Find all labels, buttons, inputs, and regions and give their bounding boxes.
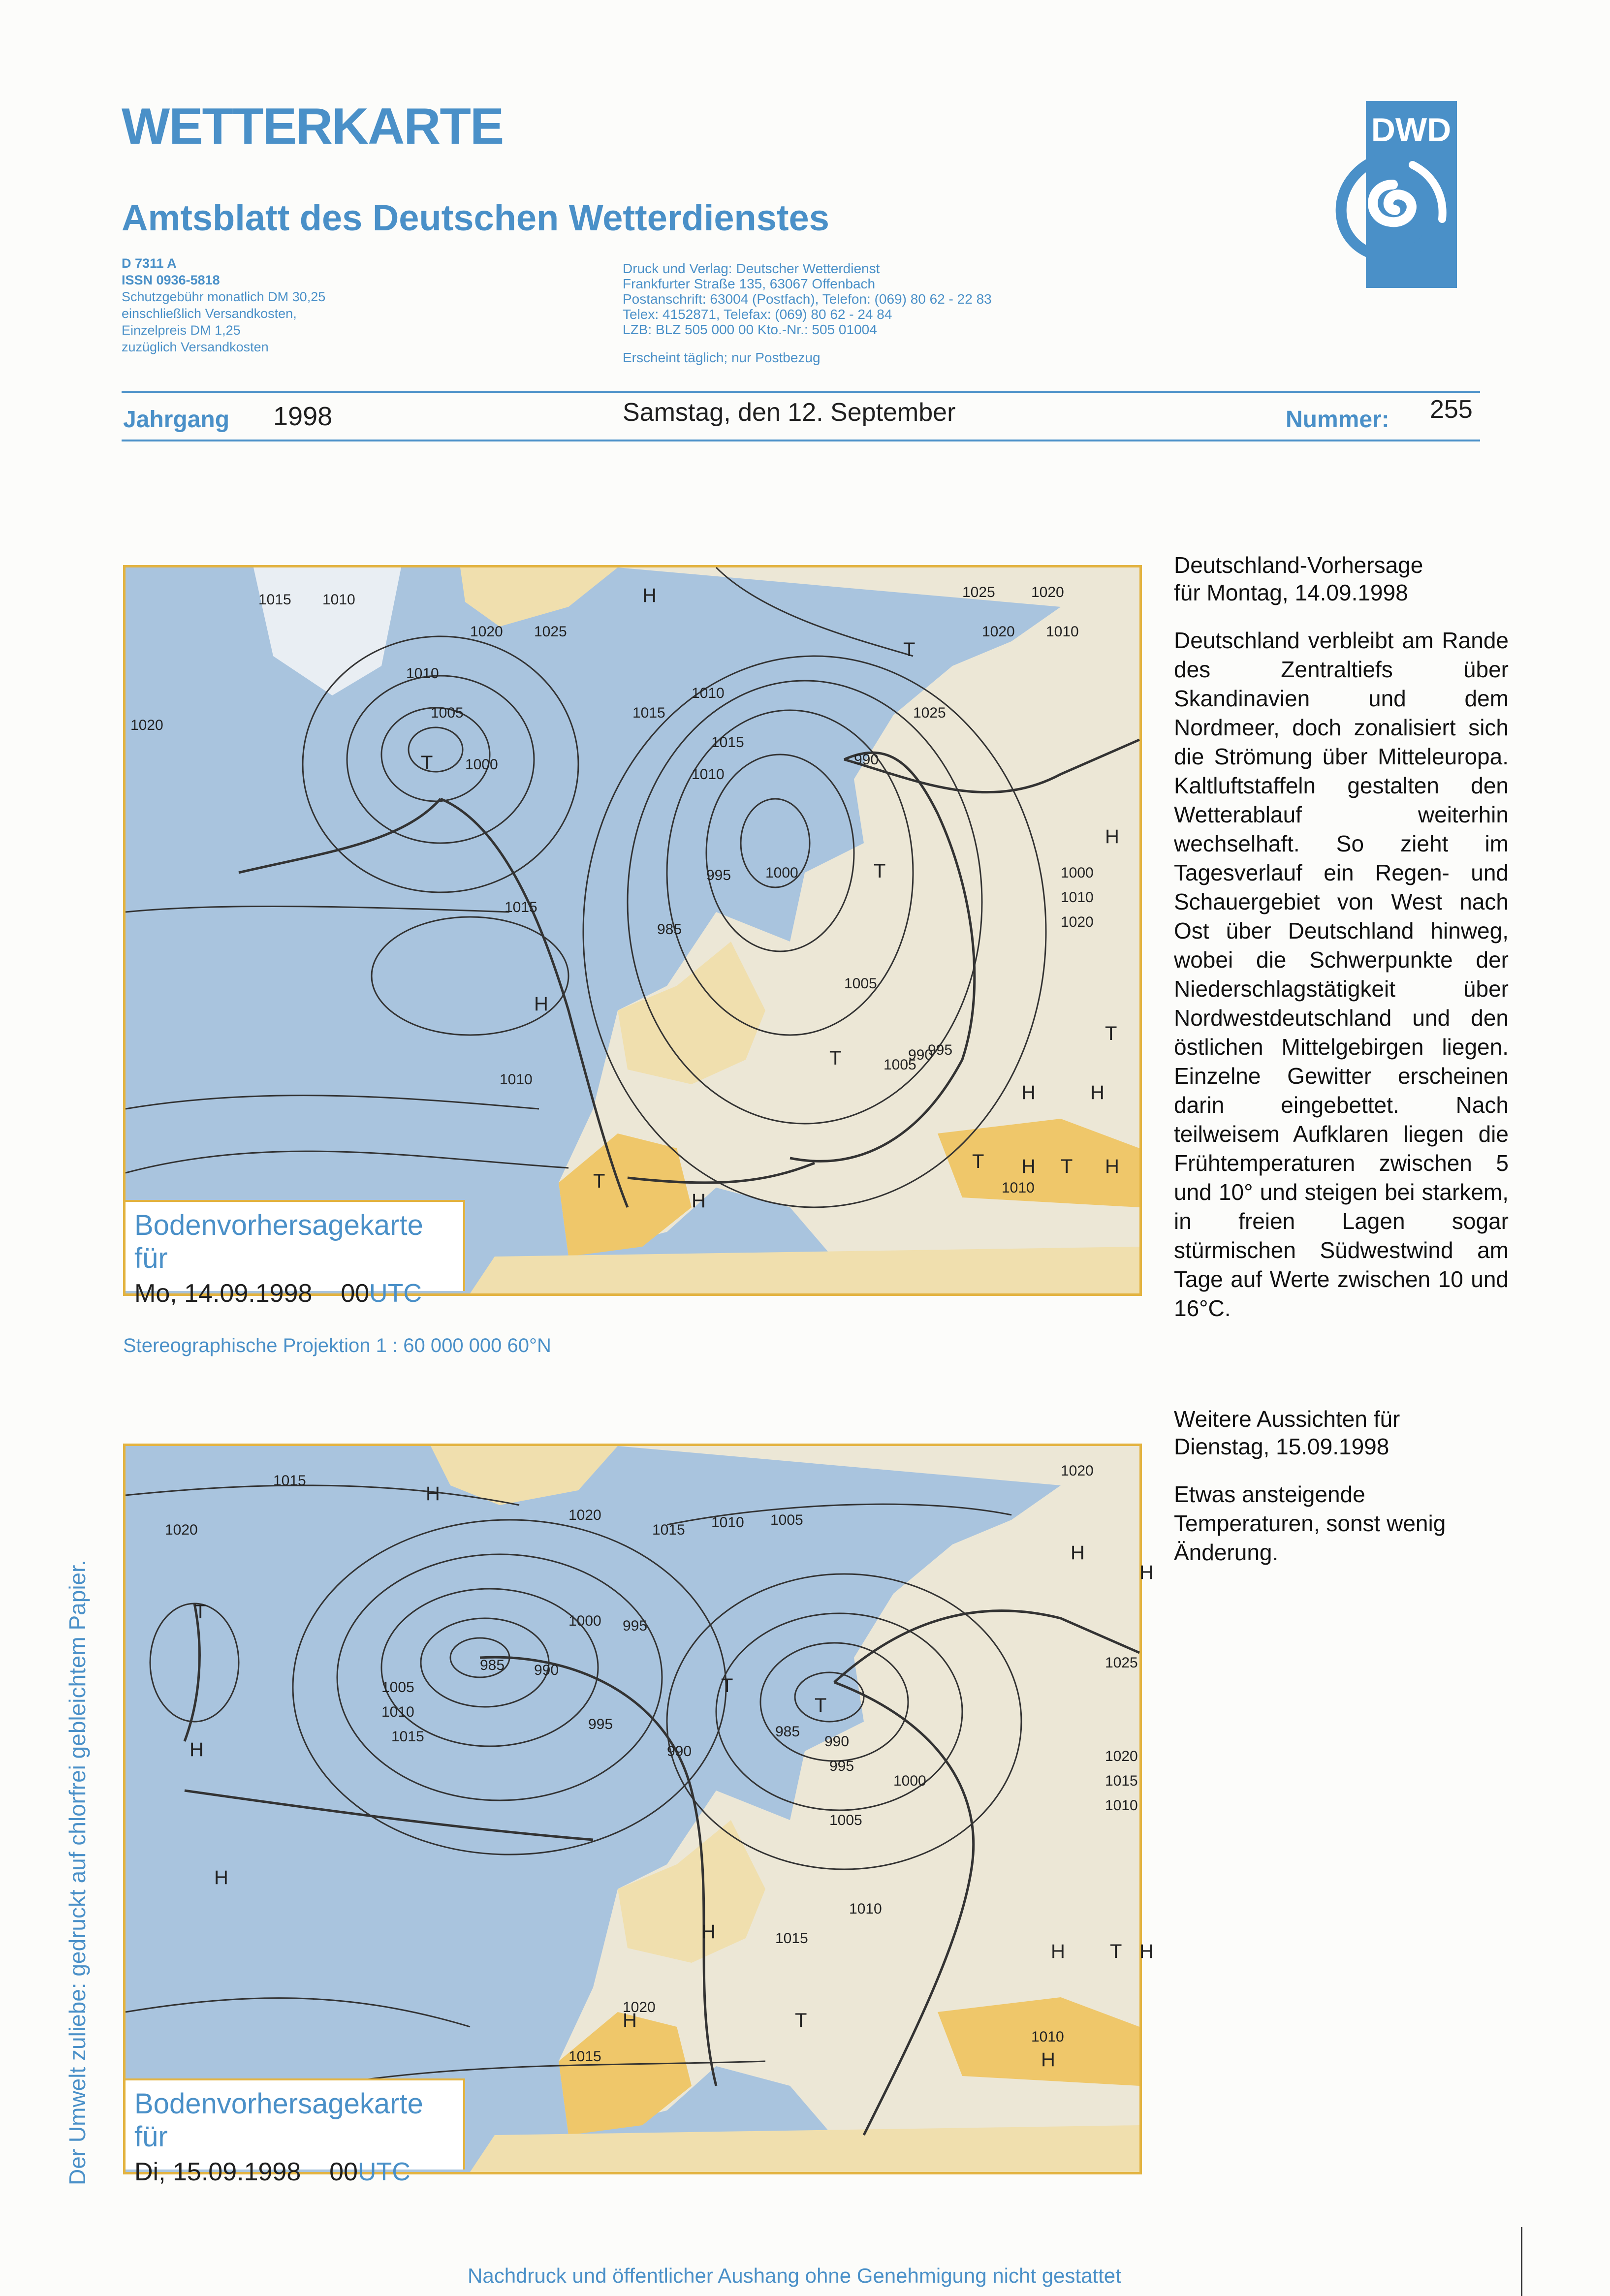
page-subtitle: Amtsblatt des Deutschen Wetterdienstes xyxy=(122,197,829,238)
isobar-label: 1010 xyxy=(1002,1180,1035,1196)
caption-utc: UTC xyxy=(369,1279,422,1308)
header-rule-top xyxy=(122,391,1480,393)
isobar-label: 1015 xyxy=(775,1930,808,1947)
isobar-label: 1005 xyxy=(381,1679,414,1696)
isobar-ring xyxy=(409,727,463,772)
fee-line: Schutzgebühr monatlich DM 30,25 xyxy=(122,289,326,304)
isobar-label: 985 xyxy=(657,921,682,938)
isobar-label: 1020 xyxy=(470,624,503,640)
isobar-label: 1010 xyxy=(381,1704,414,1720)
logo-text: DWD xyxy=(1371,111,1452,149)
isobar-label: 995 xyxy=(829,1758,854,1774)
pressure-center: H xyxy=(642,585,657,606)
map-tuesday-caption xyxy=(126,2078,465,2186)
publisher-line: Druck und Verlag: Deutscher Wetterdienst xyxy=(623,261,880,276)
pressure-center: H xyxy=(1105,826,1119,848)
publication-code: D 7311 A xyxy=(122,256,177,271)
isobar-line xyxy=(126,1998,470,2027)
pressure-center: H xyxy=(1021,1082,1036,1103)
isobar-label: 1010 xyxy=(1061,889,1094,906)
isobar-label: 1020 xyxy=(982,624,1015,640)
isobar-ring xyxy=(337,1554,662,1800)
caption-date-value: Di, 15.09.1998 xyxy=(134,2158,301,2186)
dwd-logo xyxy=(1314,101,1457,298)
page-title: WETTERKARTE xyxy=(122,98,504,155)
isobar-label: 1010 xyxy=(1105,1797,1138,1814)
isobar-label: 1015 xyxy=(1105,1773,1138,1789)
isobar-label: 1020 xyxy=(130,717,163,733)
isobar-label: 985 xyxy=(480,1657,505,1673)
isobar-label: 1015 xyxy=(505,899,537,915)
outlook-date: Dienstag, 15.09.1998 xyxy=(1174,1434,1389,1459)
pressure-center: H xyxy=(214,1867,228,1888)
issue-number: 255 xyxy=(1430,395,1473,424)
isobar-label: 1020 xyxy=(165,1522,198,1538)
caption-title: Bodenvorhersagekarte für xyxy=(134,2088,423,2153)
price-line: Einzelpreis DM 1,25 xyxy=(122,323,241,338)
forecast-heading: Deutschland-Vorhersage xyxy=(1174,552,1423,578)
caption-utc: UTC xyxy=(357,2158,410,2186)
pressure-center: T xyxy=(829,1047,842,1069)
isobar-label: 1000 xyxy=(568,1613,601,1629)
isobar-label: 1005 xyxy=(884,1057,916,1073)
isobar-label: 1010 xyxy=(500,1071,533,1088)
isobar-label: 1025 xyxy=(913,705,946,721)
forecast-date: für Montag, 14.09.1998 xyxy=(1174,580,1408,605)
year-label: Jahrgang xyxy=(123,407,230,433)
isobar-label: 1000 xyxy=(765,865,798,881)
caption-date-value: Mo, 14.09.1998 xyxy=(134,1279,313,1308)
pressure-center: T xyxy=(815,1695,827,1716)
issn: ISSN 0936-5818 xyxy=(122,273,220,287)
isobar-label: 1010 xyxy=(1031,2029,1064,2045)
isobar-label: 1015 xyxy=(632,705,665,721)
publisher-line: LZB: BLZ 505 000 00 Kto.-Nr.: 505 01004 xyxy=(623,322,877,337)
isobar-label: 1005 xyxy=(844,975,877,992)
isobar-label: 1000 xyxy=(893,1773,926,1789)
caption-date xyxy=(134,2157,454,2187)
caption-time: 00 xyxy=(329,2158,358,2186)
pressure-center: T xyxy=(795,2010,807,2031)
pressure-center: H xyxy=(1139,1562,1154,1583)
outlook-body: Etwas ansteigende Temperaturen, sonst wenig Änderung. xyxy=(1174,1481,1446,1565)
isobar-label: 1015 xyxy=(273,1473,306,1489)
isobar-label: 995 xyxy=(928,1042,953,1058)
pressure-center: T xyxy=(593,1170,605,1192)
year-value: 1998 xyxy=(273,402,333,431)
isobar-ring xyxy=(372,917,568,1035)
crop-mark xyxy=(1521,2227,1522,2296)
pressure-center: H xyxy=(426,1483,440,1505)
issue-date: Samstag, den 12. September xyxy=(623,398,956,427)
isobar-label: 995 xyxy=(706,867,731,883)
isobar-label: 1010 xyxy=(711,1514,744,1531)
pressure-center: H xyxy=(1090,1082,1105,1103)
header-rule-bottom xyxy=(122,440,1480,441)
isobar-label: 1005 xyxy=(829,1812,862,1828)
isobar-label: 1015 xyxy=(711,734,744,751)
isobar-label: 1000 xyxy=(465,756,498,773)
pressure-center: T xyxy=(1061,1156,1073,1177)
isobar-label: 990 xyxy=(854,752,879,768)
isobar-label: 990 xyxy=(908,1047,933,1063)
publication-info xyxy=(122,255,325,355)
pressure-center: T xyxy=(721,1675,733,1697)
isobar-label: 985 xyxy=(775,1724,800,1740)
forecast-column xyxy=(1174,551,1509,1323)
isobar-label: 1015 xyxy=(568,2048,601,2065)
greenland-land xyxy=(460,567,618,627)
cold-front xyxy=(239,799,441,873)
fee-line: einschließlich Versandkosten, xyxy=(122,306,297,321)
publisher-line: Frankfurter Straße 135, 63067 Offenbach xyxy=(623,276,876,291)
isobar-label: 1020 xyxy=(623,1999,656,2015)
pressure-center: T xyxy=(194,1601,207,1623)
isobar-label: 990 xyxy=(824,1733,850,1750)
isobar-label: 1010 xyxy=(406,665,439,682)
isobar-ring xyxy=(347,676,534,843)
isobar-label: 1005 xyxy=(431,705,464,721)
isobar-label: 1015 xyxy=(258,592,291,608)
pressure-center: H xyxy=(701,1921,716,1943)
pressure-center: H xyxy=(1139,1941,1154,1962)
publisher-info xyxy=(623,261,992,365)
isobar-label: 990 xyxy=(667,1743,692,1760)
caption-date xyxy=(134,1279,454,1308)
isobar-ring xyxy=(381,708,490,801)
pressure-center: H xyxy=(623,2010,637,2031)
pressure-center: H xyxy=(1041,2049,1055,2071)
land-masses xyxy=(431,1446,1139,2172)
outlook-heading: Weitere Aussichten für xyxy=(1174,1406,1400,1432)
isobar-line xyxy=(126,1151,568,1173)
pressure-center: T xyxy=(903,639,915,660)
forecast-body: Deutschland verbleibt am Rande des Zentraltiefs über Skandinavien und dem Nordmeer, doch zonalisiert sich die Strömung über Mitteleuropa. Kaltluftstaffeln gestalten den Wetterablauf weiterhin wechselhaft. So zieht im Tagesverlauf ein Regen- und Schauergebiet von West nach Ost über Deutschland hinweg, wobei die Schwerpunkte der Niederschlagstätigkeit über Nordwestdeutschland und den östlichen Mittelgebirgen liegen. Einzelne Gewitter erscheinen darin eingebettet. Nach teilweisem Aufklaren liegen die Frühtemperaturen zwischen 5 und 10° und steigen bei starkem, in freien Lagen sogar stürmischen Südwestwind am Tage auf Werte zwischen 10 und 16°C. xyxy=(1174,628,1509,1321)
greenland-ice xyxy=(253,567,401,695)
copyright-footer: Nachdruck und öffentlicher Aushang ohne Genehmigung nicht gestattet xyxy=(468,2264,1121,2287)
pressure-center: H xyxy=(692,1190,706,1212)
isobar-label: 1020 xyxy=(1061,1463,1094,1479)
forecast-map-monday xyxy=(123,565,1142,1308)
price-line: zuzüglich Versandkosten xyxy=(122,340,269,354)
isobar-label: 1015 xyxy=(652,1522,685,1538)
pressure-center: H xyxy=(1051,1941,1065,1962)
isobar-label: 1020 xyxy=(1105,1748,1138,1764)
isobar-label: 1015 xyxy=(391,1729,424,1745)
isobar-label: 1025 xyxy=(962,584,995,600)
isobar-label: 1025 xyxy=(534,624,567,640)
projection-note: Stereographische Projektion 1 : 60 000 000 60°N xyxy=(123,1335,551,1356)
caption-time: 00 xyxy=(341,1279,370,1308)
pressure-center: T xyxy=(1110,1941,1122,1962)
pressure-center: H xyxy=(1071,1542,1085,1564)
isobar-line xyxy=(126,906,509,912)
pressure-center: H xyxy=(534,993,548,1015)
pressure-center: H xyxy=(1021,1156,1036,1177)
greenland-land xyxy=(431,1446,618,1505)
pressure-center: T xyxy=(1105,1023,1117,1044)
pressure-center: T xyxy=(421,752,433,774)
map-monday-canvas xyxy=(126,567,1139,1293)
pressure-center: T xyxy=(972,1151,984,1172)
map-tuesday-canvas xyxy=(126,1446,1154,2172)
issue-number-label: Nummer: xyxy=(1286,407,1389,433)
isobar-label: 995 xyxy=(588,1716,613,1732)
eco-note: Der Umwelt zuliebe: gedruckt auf chlorfrei gebleichtem Papier. xyxy=(64,1560,90,2185)
isobar-label: 1010 xyxy=(322,592,355,608)
isobar-label: 1005 xyxy=(770,1512,803,1528)
isobar-label: 1020 xyxy=(1061,914,1094,930)
isobar-label: 995 xyxy=(623,1618,648,1634)
pressure-center: H xyxy=(1105,1156,1119,1177)
isobar-label: 1025 xyxy=(1105,1655,1138,1671)
publisher-line: Postanschrift: 63004 (Postfach), Telefon: (069) 80 62 - 22 83 xyxy=(623,291,992,307)
isobar-label: 1010 xyxy=(849,1901,882,1917)
isobar-label: 1010 xyxy=(692,766,725,783)
publisher-line: Telex: 4152871, Telefax: (069) 80 62 - 24 84 xyxy=(623,307,892,322)
isobar-label: 1010 xyxy=(1046,624,1079,640)
caption-title: Bodenvorhersagekarte für xyxy=(134,1209,423,1274)
pressure-center: T xyxy=(874,860,886,882)
isobar-label: 1010 xyxy=(692,685,725,701)
publication-frequency: Erscheint täglich; nur Postbezug xyxy=(623,350,821,365)
isobar-label: 1020 xyxy=(568,1507,601,1523)
isobar-label: 1000 xyxy=(1061,865,1094,881)
map-monday-caption xyxy=(126,1200,465,1308)
outlook-column xyxy=(1174,1405,1509,1567)
isobar-label: 990 xyxy=(534,1662,559,1678)
isobar-label: 1020 xyxy=(1031,584,1064,600)
forecast-map-tuesday xyxy=(123,1444,1154,2186)
isobar-line xyxy=(126,1096,539,1109)
isobar-ring xyxy=(795,1672,864,1722)
pressure-center: H xyxy=(189,1739,204,1761)
